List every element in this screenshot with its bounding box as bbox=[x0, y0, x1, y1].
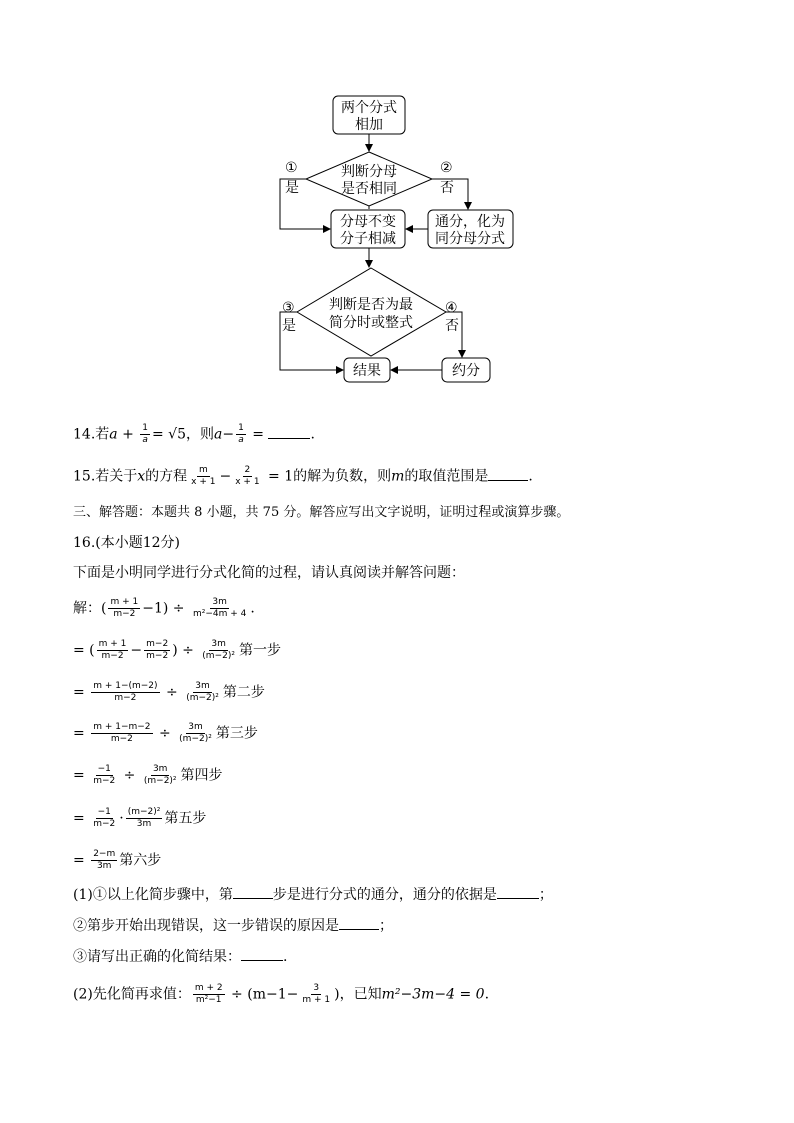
fraction-m-over-x1: $\frac{m}{x + 1}$ bbox=[191, 465, 216, 487]
sub-question-2: (2)先化简再求值： $\frac{m + 2}{\text{m²−1}}$ ÷ (m−1− $\frac{3}{m + 1}$ )，已知m²−3m−4 = 0. bbox=[73, 983, 490, 1005]
step-1: = ( $\frac{m + 1}{m-2}$ − $\frac{m-2}{m-2}$ ) ÷ $\frac{3m}{\text{(m−2)²}}$ 第一步 bbox=[73, 639, 281, 661]
question-16-header: 16.(本小题12分) bbox=[73, 535, 181, 551]
answer-blank[interactable] bbox=[339, 929, 379, 930]
result-text: 结果 bbox=[353, 363, 381, 379]
branch4-num: ④ bbox=[445, 300, 458, 316]
step-5: = $\frac{-1}{m-2}$ · $\frac{\text{(m−2)²}}{3m}$ 第五步 bbox=[73, 807, 207, 829]
step-4: = $\frac{-1}{m-2}$ ÷ $\frac{3m}{\text{(m−2)²}}$ 第四步 bbox=[73, 764, 223, 786]
sub-question-1b: ②第步开始出现错误，这一步错误的原因是 ； bbox=[73, 918, 393, 934]
fraction-2-over-x1: $\frac{2}{x + 1}$ bbox=[235, 465, 260, 487]
process-left-text-2: 分子相减 bbox=[340, 231, 396, 247]
decision1-text-2: 是否相同 bbox=[341, 181, 397, 197]
decision2-text-1: 判断是否为最 bbox=[329, 297, 413, 313]
question-14: 14.若a + $\frac{1}{a}$ = √5，则a− $\frac{1}{a}$ = . bbox=[73, 423, 315, 445]
branch2-label: 否 bbox=[440, 180, 454, 196]
answer-blank[interactable] bbox=[488, 480, 528, 481]
branch4-label: 否 bbox=[445, 318, 459, 334]
branch1-label: 是 bbox=[285, 180, 299, 196]
flowchart bbox=[0, 0, 794, 400]
branch1-num: ① bbox=[285, 160, 298, 176]
question-15: 15.若关于x的方程 $\frac{m}{x + 1}$ − $\frac{2}{x + 1}$ = 1的解为负数，则m的取值范围是 . bbox=[73, 465, 533, 487]
branch2-num: ② bbox=[440, 160, 453, 176]
process-left-text-1: 分母不变 bbox=[340, 214, 396, 230]
step-0: 解：( $\frac{m + 1}{m-2}$ −1) ÷ $\frac{3m}{\text{m²−4m + 4}}$ . bbox=[73, 597, 255, 619]
decision2-text-2: 简分时或整式 bbox=[329, 315, 413, 331]
process-right-text-2: 同分母分式 bbox=[435, 231, 505, 247]
start-text-1: 两个分式 bbox=[341, 100, 397, 116]
step-2: = $\frac{m + 1-(m-2)}{m-2}$ ÷ $\frac{3m}{\text{(m−2)²}}$ 第二步 bbox=[73, 681, 265, 703]
answer-blank[interactable] bbox=[241, 960, 283, 961]
branch3-label: 是 bbox=[282, 318, 296, 334]
sub-question-1a: (1)①以上化简步骤中，第 步是进行分式的通分，通分的依据是 ； bbox=[73, 887, 553, 903]
fraction-1-over-a-2: $\frac{1}{a}$ bbox=[238, 423, 244, 445]
step-6: = $\frac{2-m}{3m}$ 第六步 bbox=[73, 849, 162, 871]
process-right-text-1: 通分，化为 bbox=[435, 214, 505, 230]
start-text-2: 相加 bbox=[355, 117, 383, 133]
step-3: = $\frac{m + 1-m-2}{m-2}$ ÷ $\frac{3m}{\text{(m−2)²}}$ 第三步 bbox=[73, 722, 258, 744]
reduce-text: 约分 bbox=[452, 363, 480, 379]
answer-blank[interactable] bbox=[268, 438, 310, 439]
fraction-1-over-a: $\frac{1}{a}$ bbox=[142, 423, 148, 445]
sub-question-1c: ③请写出正确的化简结果： . bbox=[73, 949, 288, 965]
question-16-intro: 下面是小明同学进行分式化简的过程，请认真阅读并解答问题： bbox=[73, 565, 465, 581]
section-header: 三、解答题：本题共 8 小题，共 75 分。解答应写出文字说明，证明过程或演算步骤。 bbox=[73, 505, 570, 520]
branch3-num: ③ bbox=[282, 300, 295, 316]
answer-blank[interactable] bbox=[497, 898, 539, 899]
decision1-text-1: 判断分母 bbox=[341, 164, 397, 180]
answer-blank[interactable] bbox=[233, 898, 273, 899]
